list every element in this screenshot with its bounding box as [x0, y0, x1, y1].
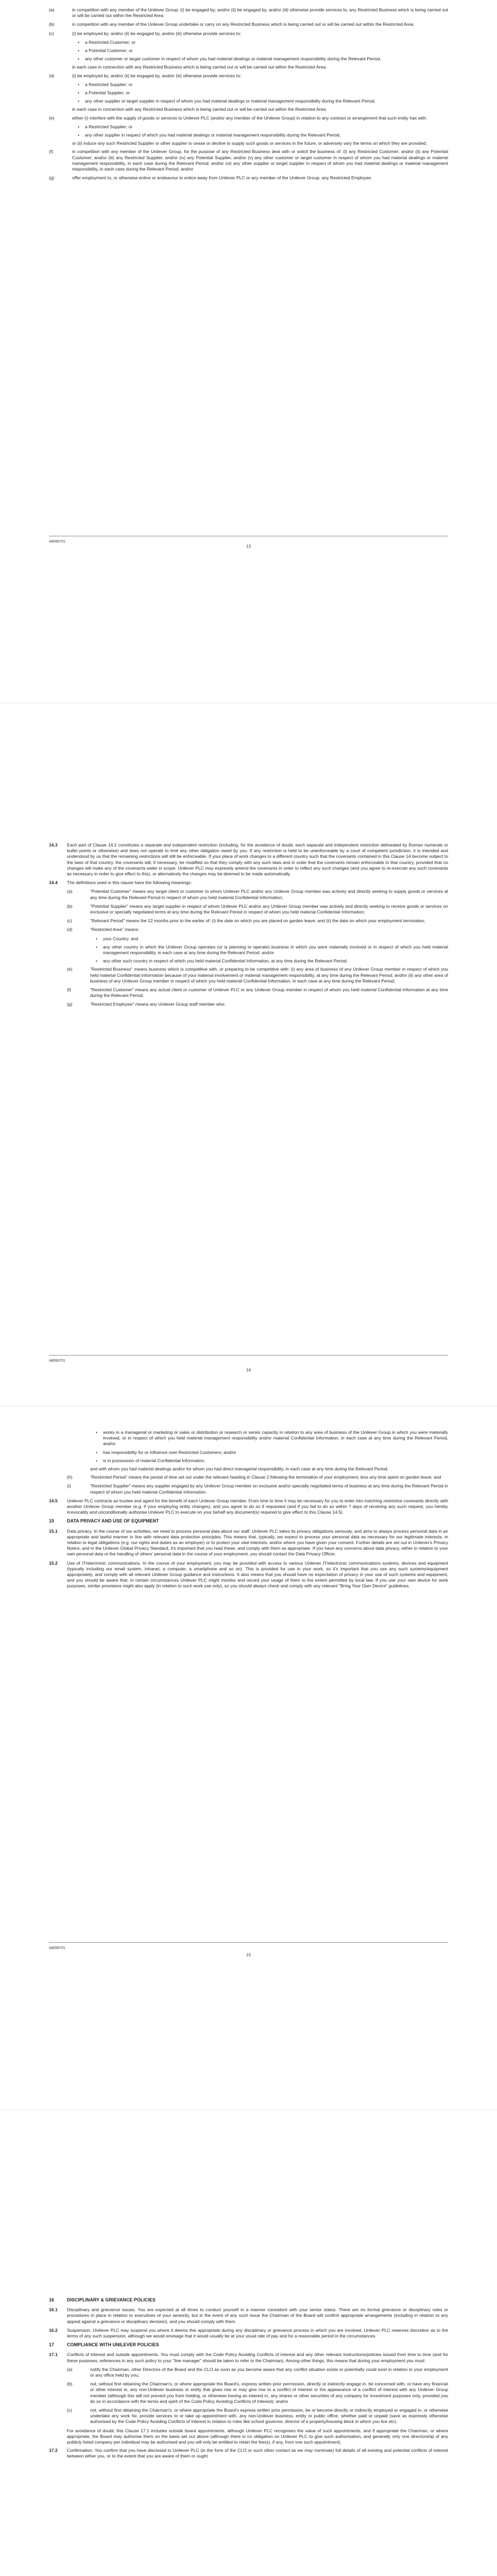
definition-item: (i) "Restricted Supplier" means any supplier engaged by any Unilever Group member on exclusive and/or specially negotiated terms of business at any time during the Relevant Period in respect of whom you held material Confidential Information. [67, 1483, 448, 1495]
page-16: 16 DISCIPLINARY & GRIEVANCE POLICIES 16.1 Disciplinary and grievance issues. You are expected at all times to conduct yourself in a manner consistent with your senior status. There are no formal grievance or disciplinary rules or procedures in place in relation to executives of your seniority, but in the event of any such issue the Chairman of the Board will confirm appropriate arrangements (including in relation to any appeal against a grievance or disciplinary decision), and you should comply with them. 16.2 Suspension. Unilever PLC may suspend you where it deems this appropriate during any disciplinary or grievance process in which you are involved. Unilever PLC reserves discretion as to the terms of any such suspension, although we would envisage that it would usually be at your usual rate of pay and for a reasonable period in the circumstances. 17 COMPLIANCE WITH UNILEVER POLICIES 17.1 Conflicts of interest and outside appointments. You must comply with the Code Policy Avoiding Conflicts of Interest and any other relevant instructions/policies issued from time to time (and for these purposes, references in any such policy to your "line manager" should be taken to refer to the Chairman). Among other things, this means that during your employment you must: (a) notify the Chairman, other Directors of the Board and the CLO as soon as you become aware that any conflict situation exists or potentially could exist in relation to your employment or any office held by you; (b) not, without first obtaining the Chairman's, or where appropriate the Board's, express written prior permission, directly or indirectly engage in, be concerned with, or have any financial or other interest in, any non-Unilever business or entity that gives rise or may give rise to a conflict of interest or the appearance of a conflict of interest with any Unilever Group member (although this will not prevent you from holding, or otherwise having an interest in, any shares or other securities of any company for investment purposes only, provided you do so in accordance with the terms and spirit of the Code Policy Avoiding Conflicts of Interest); and/or (c) not, without first obtaining the Chairman's, or where appropriate the Board's express written prior permission, be or become directly or indirectly employed or engaged in, or otherwise undertake any work for, provide services to or take up appointment with, any non-Unilever business, entity or public office, whether paid or unpaid (save as expressly otherwise authorised by the Code Policy Avoiding Conflicts of Interest in relation to roles like school governor, director of a property/housing block in which you live etc). For avoidance of doubt, this Clause 17.1 includes outside board appointments, although Unilever PLC recognises the value of such appointments, and if appropriate the Chairman, or where appropriate, the Board may authorise them on the basis set out above (although there is no obligation on Unilever PLC to give such authorisation, and generally only one directorship of any publicly listed company per individual may be authorised and you will only be entitled to retain the fee(s), if any, from one such appointment). 17.2 Confirmation. You confirm that you have disclosed to Unilever PLC (in the form of the CLO or such other contact as we may nominate) full details of all existing and potential conflicts of interest between either you, or to the extent that you are aware of them or ought [0, 2110, 497, 2576]
clause-item: (c) (i) be employed by, and/or (ii) be engaged by, and/or (iii) otherwise provide services to: [49, 30, 242, 36]
definition-item: (f) "Restricted Customer" means any actual client or customer of Unilever PLC or any Unilever Group member in respect of whom you held material Confidential Information at any time during the Relevant Period; [67, 987, 448, 998]
bullet-icon: • [77, 39, 79, 45]
bullet-icon: • [95, 1458, 97, 1463]
clause: 17.1 Conflicts of interest and outside appointments. You must comply with the Code Policy Avoiding Conflicts of Interest and any other relevant instructions/policies issued from time to time (and for these purposes, references in any such policy to your "line manager" should be taken to refer to the Chairman). Among other things, this means that during your employment you must: [49, 2352, 448, 2363]
clause: 16.1 Disciplinary and grievance issues. You are expected at all times to conduct yourself in a manner consistent with your senior status. There are no formal grievance or disciplinary rules or procedures in place in relation to executives of your seniority, but in the event of any such issue the Chairman of the Board will confirm appropriate arrangements (including in relation to any appeal against a grievance or disciplinary decision), and you should comply with them. [49, 2307, 448, 2324]
footer-rule [49, 1942, 448, 1943]
doc-ref: A8066701 [49, 1946, 65, 1950]
bullet-item: • any other country in which the Unilever Group operates (or is planning to operate) business in which you were materially involved or in respect of which you held material management responsibility, in each case at any time during the Relevant Period; and/or [90, 944, 448, 956]
clause-item: (a) in competition with any member of the Unilever Group: (i) be engaged by; and/or (ii) be engaged by, and/or (iii) otherwise provide services to, any Restricted Business which is being carried out or will be carried out within the Restricted Area; [49, 7, 448, 19]
bullet-icon: • [95, 936, 97, 941]
clause-item: (e) either (i) interfere with the supply of goods or services to Unilever PLC (and/or any member of the Unilever Group) in relation to any contract or arrangement that such entity has with: [49, 115, 427, 121]
clause-item: (g) offer employment to, or otherwise entice or endeavour to entice away from Unilever PLC or any member of the Unilever Group, any Restricted Employee. [49, 175, 372, 181]
bullet-item: • a Potential Supplier; or [72, 90, 448, 96]
page-number: 15 [246, 1953, 251, 1957]
bullet-icon: • [95, 1430, 97, 1435]
clause-item: (c) not, without first obtaining the Chairman's, or where appropriate the Board's express written prior permission, be or become directly or indirectly employed or engaged in, or otherwise undertake any work for, provide services to or take up appointment with, any non-Unilever business, entity or public office, whether paid or unpaid (save as expressly otherwise authorised by the Code Policy Avoiding Conflicts of Interest in relation to roles like school governor, director of a property/housing block in which you live etc). [67, 2408, 448, 2425]
clause: 15.2 Use of IT/electronic communications. In the course of your employment, you may be provided with access to various Unilever IT/electronic communications systems, devices and equipment (typically including our email system, intranet, a computer, a smartphone and so on). This is provided for use in your work, so it's important that you use any such systems/equipment appropriately, and comply with all relevant Unilever Group guidance and instructions. It also means that you should have no expectation of privacy in your use of such systems and equipment, and you should be aware that, in certain circumstances Unilever PLC might monitor and record your usage of them to the extent permitted by local law. If you use your own device for work purposes, similar provisions might also apply (in relation to such work use only), so you should always check and comply with any relevant "Bring Your Own Device" guidelines. [49, 1560, 448, 1589]
bullet-icon: • [77, 132, 79, 138]
bullet-icon: • [77, 81, 79, 87]
clause: 15.1 Data privacy. In the course of our activities, we need to process personal data about our staff. Unilever PLC takes its privacy obligations seriously, and aims to always process personal data in an appropriate and lawful manner in line with relevant data protection principles. This means that, typically, we expect to process your personal data as necessary for our legitimate interests, in relation to legal obligations (e.g. our rights and duties as an employer) or to protect your vital interests, and/or where you have given your consent. Further details are set out in Unilever's Privacy Notice, and in the Unilever Global Privacy Standard, it's important that you read these, and comply with them as appropriate. If you have any concerns about data privacy, either in relation to your own personal data or the handling of others' personal data in the course of your employment, you should contact the Data Privacy Officer. [49, 1528, 448, 1557]
bullet-item: • a Restricted Customer; or [72, 40, 448, 45]
bullet-item: • works in a managerial or marketing or sales or distribution or research or senior capacity in relation to any area of business of the Unilever Group in which you were materially involved, or in respect of which you held material management responsibility and/or material Confidential Information, in each case at any time during the Relevant Period, and/or [90, 1430, 448, 1447]
bullet-icon: • [77, 56, 79, 62]
definition-item: (e) "Restricted Business" means business which is competitive with, or preparing to be competitive with: (i) any area of business of any Unilever Group member in respect of which you held material Confidential Information because of your material involvement or material management responsibility, at any time during the Relevant Period; and/or (ii) any other area of business of any Unilever Group member in respect of which you held material Confidential Information, in each case at any time during the Relevant Period; [67, 967, 448, 984]
clause: 17.2 Confirmation. You confirm that you have disclosed to Unilever PLC (in the form of the CLO or such other contact as we may nominate) full details of all existing and potential conflicts of interest between either you, or to the extent that you are aware of them or ought [49, 2448, 448, 2459]
bullet-item: • any other such country in respect of which you held material Confidential Information, at any time during the Relevant Period; [90, 958, 448, 964]
page-number: 13 [246, 544, 251, 549]
bullet-icon: • [95, 958, 97, 964]
doc-ref: A8066701 [49, 1359, 65, 1363]
clause: 16.2 Suspension. Unilever PLC may suspend you where it deems this appropriate during any disciplinary or grievance process in which you are involved. Unilever PLC reserves discretion as to the terms of any such suspension, although we would envisage that it would usually be at your usual rate of pay and for a reasonable period in the circumstances. [49, 2327, 448, 2339]
bullet-icon: • [95, 1449, 97, 1455]
clause: 14.5 Unilever PLC contracts as trustee and agent for the benefit of each Unilever Group member. From time to time it may be necessary for you to enter into matching restrictive covenants directly with another Unilever Group member (e.g. if your employing entity changes), and you agree to do so if requested (and if you fail to do so within 7 days of receiving any such request, you hereby irrevocably and unconditionally authorise Unilever PLC to execute on your behalf any document(s) required to give effect to this Clause 14.5). [49, 1498, 448, 1515]
bullet-icon: • [95, 944, 97, 950]
page-14 [0, 703, 497, 1406]
page-13: (a) in competition with any member of the Unilever Group: (i) be engaged by; and/or (ii) be engaged by, and/or (iii) otherwise provide services to, any Restricted Business which is being carried out or will be carried out within the Restricted Area; (b) in competition with any member of the Unilever Group undertake or carry on any Restricted Business which is being carried out or will be carried out within the Restricted Area; (c) (i) be employed by, and/or (ii) be engaged by, and/or (iii) otherwise provide services to: • a Restricted Customer; or • a Potential Customer; or • any other customer or target customer in respect of whom you had material dealings or material management responsibility during the Relevant Period, in each case in connection with any Restricted Business which is being carried out or will be carried out within the Restricted Area; (d) (i) be employed by, and/or (ii) be engaged by, and/or (iii) otherwise provide services to: • a Restricted Supplier; or • a Potential Supplier; or • any other supplier or target supplier in respect of whom you had material dealings or material management responsibility during the Relevant Period, in each case in connection with any Restricted Business which is being carried out or will be carried out within the Restricted Area; (e) either (i) interfere with the supply of goods or services to Unilever PLC (and/or any member of the Unilever Group) in relation to any contract or arrangement that such entity has with: • a Restricted Supplier; or • any other supplier in respect of which you had material dealings or material management responsibility during the Relevant Period, or (ii) induce any such Restricted Supplier or other supplier to cease or decline to supply such goods or services in the future, or adversely vary the terms on which they are provided; (f) in competition with any member of the Unilever Group, for the purpose of any Restricted Business deal with or solicit the business of: (i) any Restricted Customer; and/or (ii) any Potential Customer; and/or (iii) any Restricted Supplier, and/or (iv) any Potential Supplier, and/or (v) any other customer or target customer in respect of whom you had material dealings or material management responsibility, in each case during the Relevant Period; and/or (vi) any other supplier or target supplier in respect of whom you had material dealings or material management responsibility, in each case during the Relevant Period; and/or (g) offer employment to, or otherwise entice or endeavour to entice away from Unilever PLC or any member of the Unilever Group, any Restricted Employee. A8066701 13 [0, 0, 497, 703]
section-heading: 15 DATA PRIVACY AND USE OF EQUIPMENT [49, 1518, 159, 1524]
definition-item: (c) "Relevant Period" means the 12 months prior to the earlier of: (i) the date on which you are placed on garden leave; and (ii) the date on which your employment terminates; [67, 918, 425, 924]
page-number: 14 [246, 1368, 251, 1372]
bullet-item: • any other customer or target customer in respect of whom you had material dealings or material management responsibility during the Relevant Period, [72, 56, 448, 62]
bullet-item: • a Potential Customer; or [72, 48, 448, 54]
bullet-item: • your Country; and [90, 936, 448, 942]
clause-item: (b) not, without first obtaining the Chairman's, or where appropriate the Board's, express written prior permission, directly or indirectly engage in, be concerned with, or have any financial or other interest in, any non-Unilever business or entity that gives rise or may give rise to a conflict of interest or the appearance of a conflict of interest with any Unilever Group member (although this will not prevent you from holding, or otherwise having an interest in, any shares or other securities of any company for investment purposes only, provided you do so in accordance with the terms and spirit of the Code Policy Avoiding Conflicts of Interest); and/or [67, 2381, 448, 2404]
bullet-icon: • [77, 98, 79, 104]
clause-item: (d) (i) be employed by, and/or (ii) be engaged by, and/or (iii) otherwise provide services to: [49, 73, 242, 78]
definition-item: (g) "Restricted Employee" means any Unilever Group staff member who: [67, 1002, 226, 1007]
page-15: • works in a managerial or marketing or sales or distribution or research or senior capacity in relation to any area of business of the Unilever Group in which you were materially involved, or in respect of which you held material management responsibility and/or material Confidential Information, in each case at any time during the Relevant Period, and/or • has responsibility for or influence over Restricted Customers; and/or • is in possession of material Confidential Information, and with whom you had material dealings and/or for whom you had direct managerial responsibility, in each case at any time during the Relevant Period; (h) "Restricted Period" means the period of time set out under the relevant heading in Clause 2 following the termination of your employment, less any time spent on garden leave; and (i) "Restricted Supplier" means any supplier engaged by any Unilever Group member on exclusive and/or specially negotiated terms of business at any time during the Relevant Period in respect of whom you held material Confidential Information. 14.5 Unilever PLC contracts as trustee and agent for the benefit of each Unilever Group member. From time to time it may be necessary for you to enter into matching restrictive covenants directly with another Unilever Group member (e.g. if your employing entity changes), and you agree to do so if requested (and if you fail to do so within 7 days of receiving any such request, you hereby irrevocably and unconditionally authorise Unilever PLC to execute on your behalf any document(s) required to give effect to this Clause 14.5). 15 DATA PRIVACY AND USE OF EQUIPMENT 15.1 Data privacy. In the course of our activities, we need to process personal data about our staff. Unilever PLC takes its privacy obligations seriously, and aims to always process personal data in an appropriate and lawful manner in line with relevant data protection principles. This means that, typically, we expect to process your personal data as necessary for our legitimate interests, in relation to legal obligations (e.g. our rights and duties as an employer) or to protect your vital interests, and/or where you have given your consent. Further details are set out in Unilever's Privacy Notice, and in the Unilever Global Privacy Standard, it's important that you read these, and comply with them as appropriate. If you have any concerns about data privacy, either in relation to your own personal data or the handling of others' personal data in the course of your employment, you should contact the Data Privacy Officer. 15.2 Use of IT/electronic communications. In the course of your employment, you may be provided with access to various Unilever IT/electronic communications systems, devices and equipment (typically including our email system, intranet, a computer, a smartphone and so on). This is provided for use in your work, so it's important that you use any such systems/equipment appropriately, and comply with all relevant Unilever Group guidance and instructions. It also means that you should have no expectation of privacy in your use of such systems and equipment, and you should be aware that, in certain circumstances Unilever PLC might monitor and record your usage of them to the extent permitted by local law. If you use your own device for work purposes, similar provisions might also apply (in relation to such work use only), so you should always check and comply with any relevant "Bring Your Own Device" guidelines. A8066701 15 [0, 1406, 497, 2109]
definition-item: (h) "Restricted Period" means the period of time set out under the relevant heading in Clause 2 following the termination of your employment, less any time spent on garden leave; and [67, 1475, 441, 1480]
bullet-item: • has responsibility for or influence over Restricted Customers; and/or [90, 1450, 448, 1455]
definition-item: (a) "Potential Customer" means any target client or customer to whom Unilever PLC and/or any Unilever Group member was actively and directly seeking to supply goods or services at any time during the Relevant Period in respect of whom you held material Confidential Information; [67, 889, 448, 900]
clause: 14.4 The definitions used in this clause have the following meanings: [49, 880, 192, 886]
bullet-item: • a Restricted Supplier; or [72, 124, 448, 130]
doc-ref: A8066701 [49, 540, 65, 544]
clause: 14.3 Each part of Clause 14.2 constitutes a separate and independent restriction (including, for the avoidance of doubt, each separate and independent restriction delineated by Roman numerals or bullet points or otherwise) and does not operate to limit any other obligation owed by you. If any restriction is held to be unenforceable by a court of competent jurisdiction, it is intended and understood by us that the remaining restrictions will still be enforceable. If your place of work changes to a different country such that the covenants contained in this Clause 14 become subject to the laws of that country, the covenants will, if necessary, be modified so that they comply with any such laws and in order that the covenants remain enforceable in that country, provided that no changes will make any of the covenants wider in scope. Unilever PLC may expressly amend the covenants in order to reflect any such changes (and you agree to re-execute any such covenants as necessary in order to give effect to this), or alternatively the changes may be deemed to be made automatically. [49, 842, 448, 877]
definition-item: (d) "Restricted Area" means: [67, 927, 140, 933]
bullet-icon: • [77, 48, 79, 54]
bullet-icon: • [77, 124, 79, 129]
clause-item: (f) in competition with any member of the Unilever Group, for the purpose of any Restricted Business deal with or solicit the business of: (i) any Restricted Customer; and/or (ii) any Potential Customer; and/or (iii) any Restricted Supplier, and/or (iv) any Potential Supplier, and/or (v) any other customer or target customer in respect of whom you had material dealings or material management responsibility, in each case during the Relevant Period; and/or (vi) any other supplier or target supplier in respect of whom you had material dealings or material management responsibility, in each case during the Relevant Period; and/or [49, 149, 448, 172]
section-heading: 17 COMPLIANCE WITH UNILEVER POLICIES [49, 2342, 159, 2348]
clause-item: (a) notify the Chairman, other Directors of the Board and the CLO as soon as you become aware that any conflict situation exists or potentially could exist in relation to your employment or any office held by you; [67, 2366, 448, 2378]
bullet-icon: • [77, 90, 79, 96]
bullet-item: • is in possession of material Confidential Information, [90, 1458, 448, 1464]
definition-item: (b) "Potential Supplier" means any target supplier in respect of whom Unilever PLC and/or any Unilever Group member was actively and directly seeking to receive goods or services on exclusive or specially negotiated terms at any time during the Relevant Period in respect of whom you held material Confidential Information; [67, 903, 448, 915]
bullet-item: • a Restricted Supplier; or [72, 82, 448, 88]
bullet-item: • any other supplier in respect of which you had material dealings or material management responsibility during the Relevant Period, [72, 132, 448, 138]
bullet-item: • any other supplier or target supplier in respect of whom you had material dealings or material management responsibility during the Relevant Period, [72, 98, 448, 104]
clause-item: (b) in competition with any member of the Unilever Group undertake or carry on any Restricted Business which is being carried out or will be carried out within the Restricted Area; [49, 22, 415, 27]
section-heading: 16 DISCIPLINARY & GRIEVANCE POLICIES [49, 2297, 156, 2302]
